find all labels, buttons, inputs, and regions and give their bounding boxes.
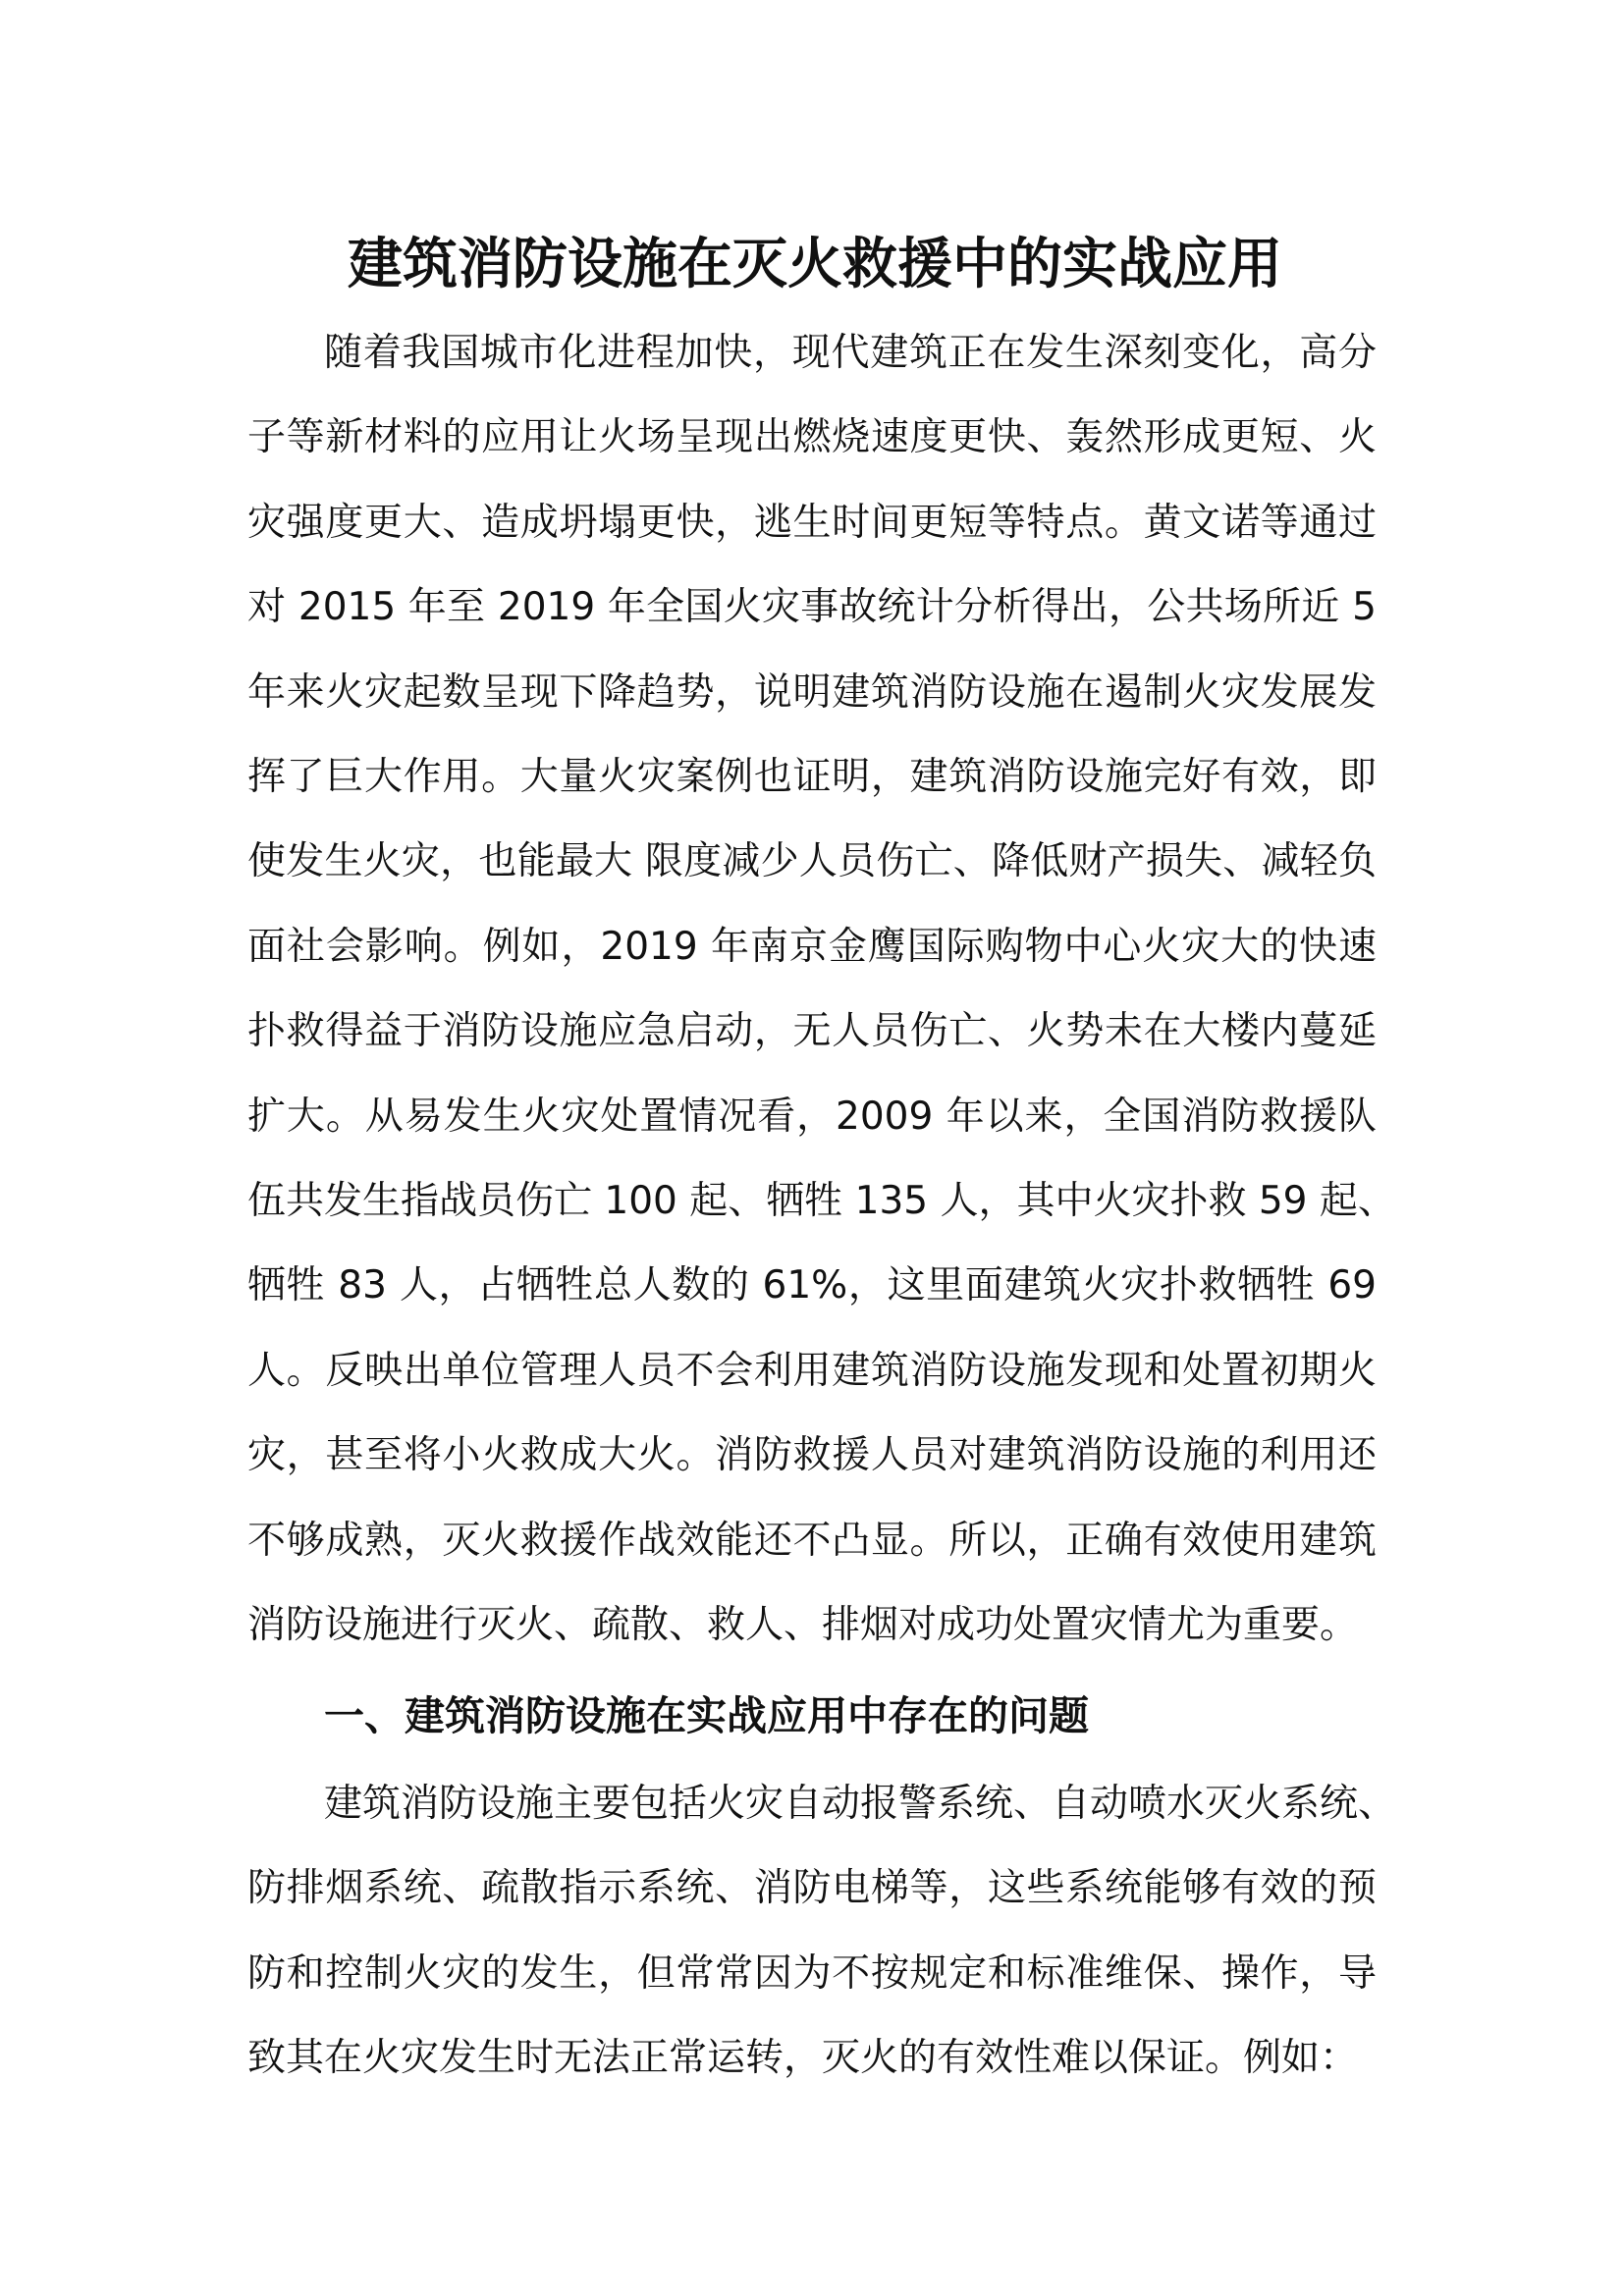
document-title: 建筑消防设施在灭火救援中的实战应用 [348, 233, 1282, 296]
text-line: 年来火灾起数呈现下降趋势，说明建筑消防设施在遏制火灾发展发 [247, 669, 1377, 715]
section-heading: 一、建筑消防设施在实战应用中存在的问题 [324, 1692, 1089, 1739]
text-line: 不够成熟，灭火救援作战效能还不凸显。所以，正确有效使用建筑 [247, 1518, 1377, 1563]
text-line: 面社会影响。例如，2019 年南京金鹰国际购物中心火灾大的快速 [247, 924, 1377, 969]
text-line: 对 2015 年至 2019 年全国火灾事故统计分析得出，公共场所近 5 [247, 585, 1377, 630]
text-line: 灾，甚至将小火救成大火。消防救援人员对建筑消防设施的利用还 [247, 1433, 1377, 1478]
text-line: 防排烟系统、疏散指示系统、消防电梯等，这些系统能够有效的预 [247, 1866, 1377, 1911]
text-line: 随着我国城市化进程加快，现代建筑正在发生深刻变化，高分 [324, 331, 1377, 375]
text-line: 伍共发生指战员伤亡 100 起、牺牲 135 人，其中火灾扑救 59 起、 [247, 1179, 1396, 1223]
text-line: 挥了巨大作用。大量火灾案例也证明，建筑消防设施完好有效，即 [247, 755, 1377, 799]
text-line: 建筑消防设施主要包括火灾自动报警系统、自动喷水灭火系统、 [324, 1782, 1397, 1826]
text-line: 牺牲 83 人，占牺牲总人数的 61%，这里面建筑火灾扑救牺牲 69 [247, 1263, 1377, 1308]
text-line: 人。反映出单位管理人员不会利用建筑消防设施发现和处置初期火 [247, 1348, 1377, 1393]
text-line: 防和控制火灾的发生，但常常因为不按规定和标准维保、操作，导 [247, 1950, 1377, 1996]
text-line: 灾强度更大、造成坍塌更快，逃生时间更短等特点。黄文诺等通过 [247, 500, 1377, 545]
text-line: 使发生火灾，也能最大 限度减少人员伤亡、降低财产损失、减轻负 [247, 839, 1377, 884]
text-line: 扩大。从易发生火灾处置情况看，2009 年以来，全国消防救援队 [247, 1094, 1377, 1139]
text-line: 扑救得益于消防设施应急启动，无人员伤亡、火势未在大楼内蔓延 [247, 1009, 1377, 1054]
text-line: 消防设施进行灭火、疏散、救人、排烟对成功处置灾情尤为重要。 [247, 1603, 1359, 1647]
text-line: 致其在火灾发生时无法正常运转，灭火的有效性难以保证。例如： [247, 2036, 1359, 2081]
text-line: 子等新材料的应用让火场呈现出燃烧速度更快、轰然形成更短、火 [247, 415, 1377, 460]
